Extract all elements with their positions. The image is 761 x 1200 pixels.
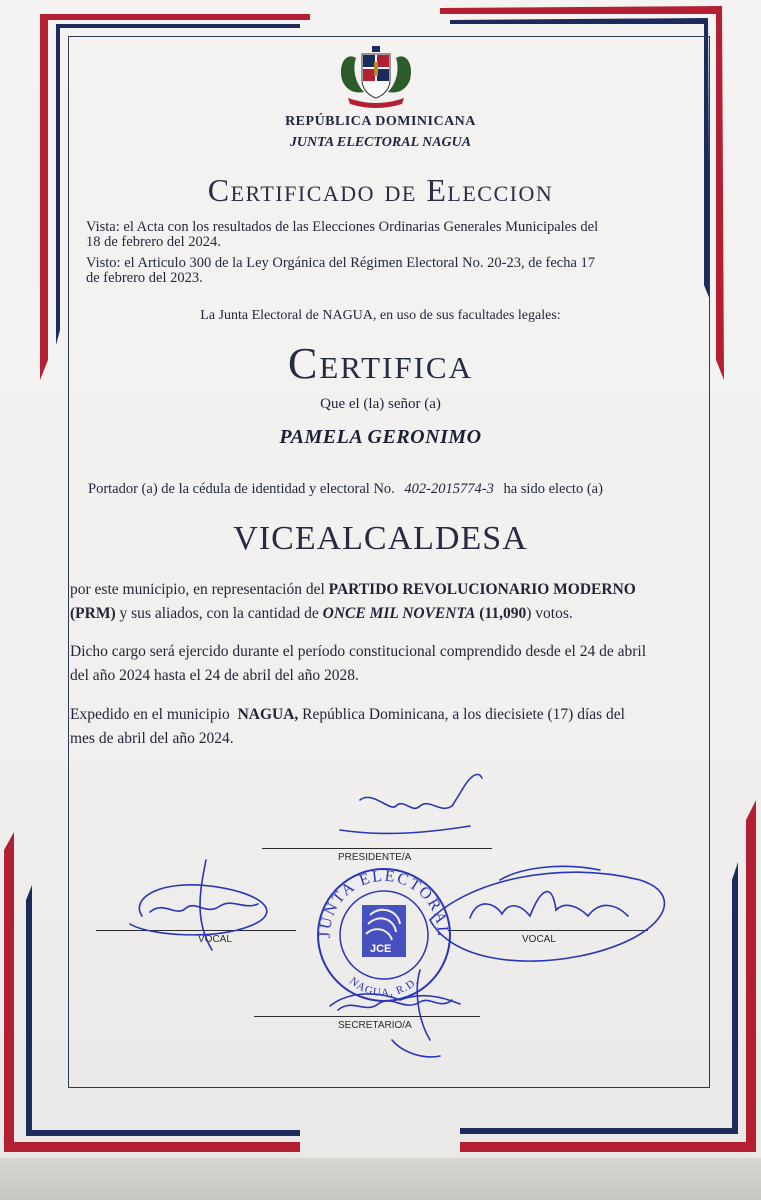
issued-city: NAGUA, xyxy=(237,706,299,723)
republic-label: REPÚBLICA DOMINICANA xyxy=(285,114,476,129)
party-name: PARTIDO REVOLUCIONARIO MODERNO xyxy=(328,581,636,598)
body-line-2-mid: y sus aliados, con la cantidad de xyxy=(119,605,319,622)
secretary-label: SECRETARIO/A xyxy=(338,1020,412,1031)
visto-line-2: de febrero del 2023. xyxy=(86,270,203,286)
stamp-bottom-text: NAGUA, R.D. xyxy=(347,975,421,1000)
certifica-heading: Certifica xyxy=(288,339,473,388)
period-line-2: del año 2024 hasta el 24 de abril del año 2028. xyxy=(70,667,359,684)
stamp-top-text: JUNTA ELECTORAL xyxy=(316,867,452,939)
elected-name: PAMELA GERONIMO xyxy=(279,426,482,448)
junta-label: JUNTA ELECTORAL NAGUA xyxy=(289,135,472,150)
votes-close: ) xyxy=(526,605,532,622)
party-abbr: (PRM) xyxy=(70,605,116,622)
vista-line-1: Vista: el Acta con los resultados de las Elecciones Ordinarias Generales Municipales del xyxy=(86,219,599,235)
period-line-1: Dicho cargo será ejercido durante el período constitucional comprendido desde el 24 de abril xyxy=(70,643,647,660)
issued-suffix: República Dominicana, a los diecisiete (17) días del xyxy=(302,706,625,723)
president-label: PRESIDENTE/A xyxy=(338,852,412,863)
votes-suffix: votos. xyxy=(535,605,573,622)
portador-prefix: Portador (a) de la cédula de identidad y electoral No. xyxy=(88,481,395,497)
que-el-label: Que el (la) señor (a) xyxy=(320,396,441,412)
cedula-number: 402-2015774-3 xyxy=(404,481,494,497)
elected-position: VICEALCALDESA xyxy=(233,520,528,557)
votes-words: ONCE MIL NOVENTA xyxy=(322,605,476,622)
votes-number: (11,090 xyxy=(479,605,527,622)
junta-electoral-stamp xyxy=(317,868,451,1001)
body-line-1-prefix: por este municipio, en representación del xyxy=(70,581,325,598)
vocal-left-signature xyxy=(130,860,267,950)
visto-line-1: Visto: el Articulo 300 de la Ley Orgánica del Régimen Electoral No. 20-23, de fecha 17 xyxy=(86,255,596,271)
president-signature xyxy=(340,774,482,833)
vocal-right-label: VOCAL xyxy=(522,934,556,945)
certificate-title: Certificado de Eleccion xyxy=(207,172,554,208)
vocal-right-signature xyxy=(430,866,664,961)
portador-suffix: ha sido electo (a) xyxy=(503,481,603,497)
issued-line-2: mes de abril del año 2024. xyxy=(70,730,234,747)
stamp-logo-text: JCE xyxy=(370,943,392,955)
vista-line-2: 18 de febrero del 2024. xyxy=(86,234,221,250)
junta-statement: La Junta Electoral de NAGUA, en uso de sus facultades legales: xyxy=(200,308,561,323)
issued-prefix: Expedido en el municipio xyxy=(70,706,230,723)
vocal-left-label: VOCAL xyxy=(198,934,232,945)
